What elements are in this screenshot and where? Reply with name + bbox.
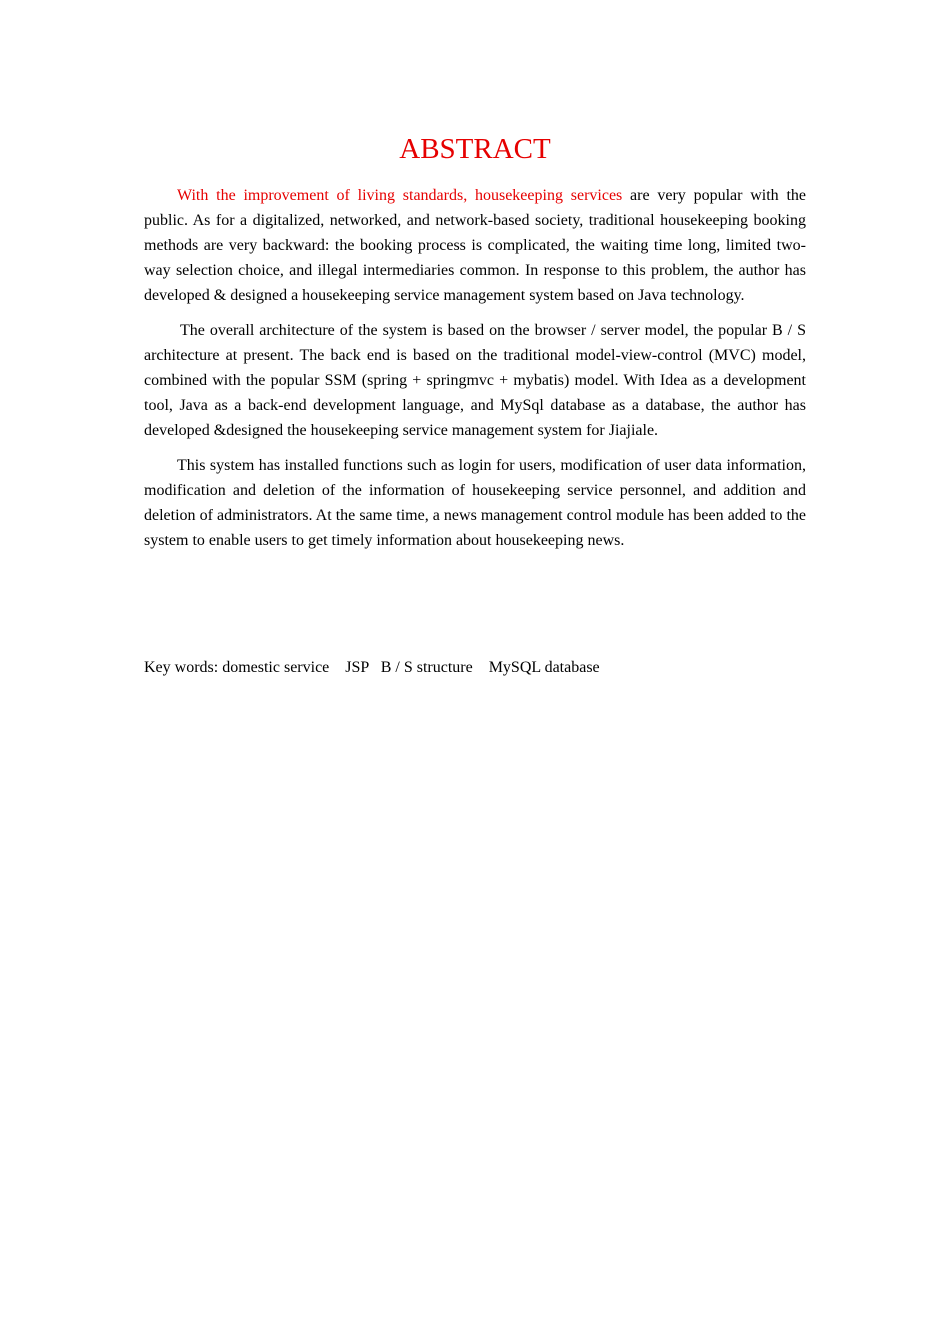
- paragraph-2-text: The overall architecture of the system is based on the browser / server model, the popular B / S architecture at present. The back end is based on the traditional model-view-control (MVC) model, combined with the popular SSM (spring + springmvc + mybatis) model. With Idea as a development tool, Java as a back-end development language, and MySql database as a database, the author has developed &designed the housekeeping service management system for Jiajiale.: [144, 322, 806, 439]
- paragraph-3: [144, 453, 806, 553]
- paragraph-1-text: are very popular with the public. As for a digitalized, networked, and network-based society, traditional housekeeping booking methods are very backward: the booking process is complicated, the waiting time long, limited two-way selection choice, and illegal intermediaries common. In response to this problem, the author has developed & designed a housekeeping service management system based on Java technology.: [144, 187, 807, 304]
- keywords-line: Key words: domestic service JSP B / S structure MySQL database: [144, 659, 600, 676]
- abstract-body: [144, 183, 806, 563]
- abstract-title: ABSTRACT: [399, 133, 551, 165]
- paragraph-1: [144, 183, 806, 308]
- paragraph-3-text: This system has installed functions such as login for users, modification of user data information, modification and deletion of the information of housekeeping service personnel, and addition and deletion of administrators. At the same time, a news management control module has been added to the system to enable users to get timely information about housekeeping news.: [144, 457, 806, 549]
- paragraph-2: [144, 318, 806, 443]
- paragraph-1-highlight: With the improvement of living standards, housekeeping services: [177, 187, 623, 204]
